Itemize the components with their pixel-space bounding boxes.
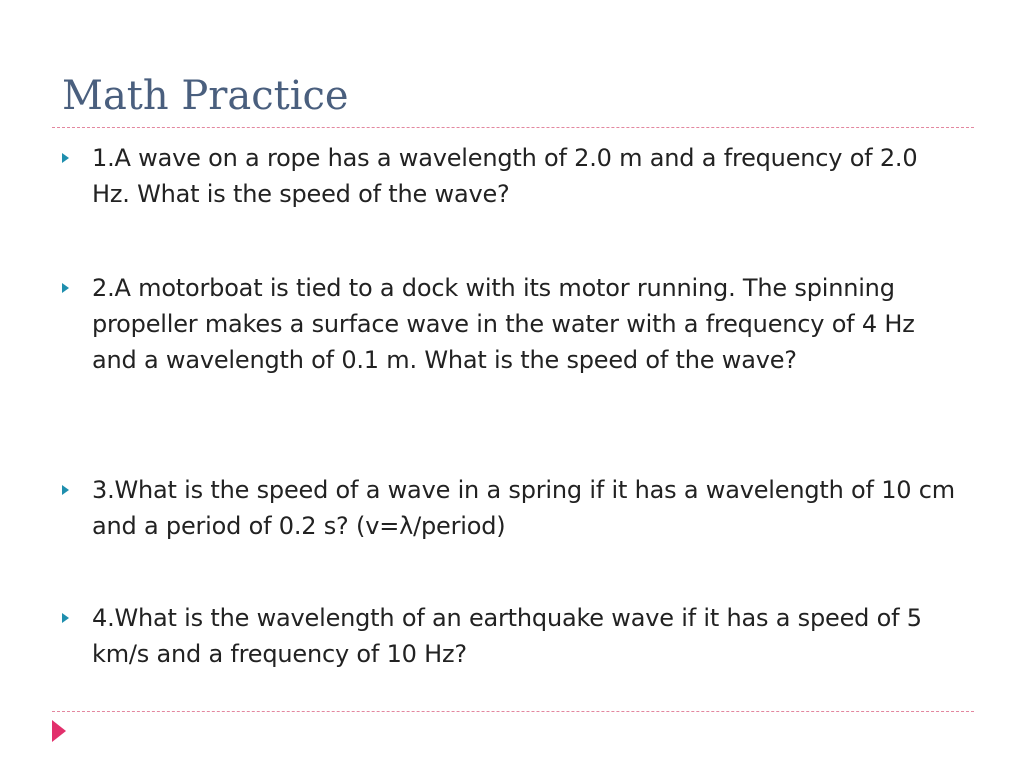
question-text: 2.A motorboat is tied to a dock with its motor running. The spinning propeller makes a surface wave in the water with a frequency of 4 Hz and a wavelength of 0.1 m. What is the speed of the wave? bbox=[92, 274, 915, 374]
title-divider bbox=[52, 127, 974, 128]
slide-title: Math Practice bbox=[62, 73, 349, 119]
question-text: 3.What is the speed of a wave in a spring if it has a wavelength of 10 cm and a period of 0.2 s? (v=λ/period) bbox=[92, 476, 955, 540]
bullet-triangle-icon bbox=[62, 153, 69, 163]
question-text: 1.A wave on a rope has a wavelength of 2.0 m and a frequency of 2.0 Hz. What is the speed of the wave? bbox=[92, 144, 918, 208]
question-text: 4.What is the wavelength of an earthquake wave if it has a speed of 5 km/s and a frequency of 10 Hz? bbox=[92, 604, 922, 668]
bullet-triangle-icon bbox=[62, 485, 69, 495]
footer-divider bbox=[52, 711, 974, 712]
bullet-triangle-icon bbox=[62, 283, 69, 293]
footer-triangle-icon bbox=[52, 720, 66, 742]
bullet-triangle-icon bbox=[62, 613, 69, 623]
